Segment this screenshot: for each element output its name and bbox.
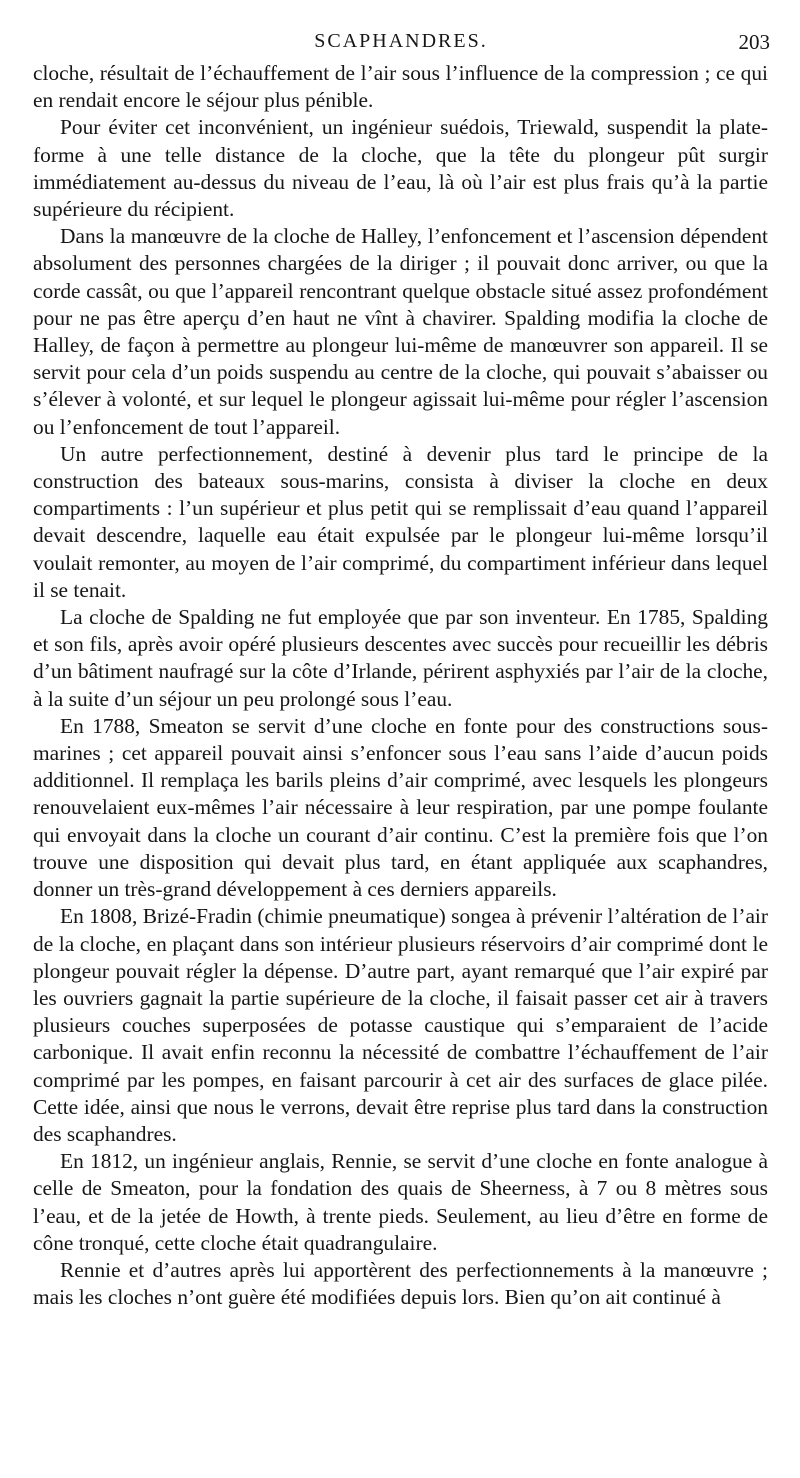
paragraph: Rennie et d’autres après lui apportèrent des perfectionnements à la manœuvre ; mais les cloches n’ont guère été modifiées depuis lors. Bien qu’on ait continué à bbox=[33, 1257, 768, 1310]
paragraph: En 1788, Smeaton se servit d’une cloche en fonte pour des constructions sous-marines ; cet appareil pouvait ainsi s’enfoncer sous l’eau sans l’aide d’aucun poids additionnel. Il remplaça les barils pleins d’air comprimé, avec lesquels les plongeurs renouvelaient eux-mêmes l’air nécessaire à leur respiration, par une pompe foulante qui envoyait dans la cloche un courant d’air continu. C’est la première fois que l’on trouve une disposition qui devait plus tard, en étant appliquée aux scaphandres, donner un très-grand développement à ces derniers appareils. bbox=[33, 713, 768, 902]
body-text bbox=[33, 60, 768, 1311]
paragraph: En 1808, Brizé-Fradin (chimie pneumatique) songea à prévenir l’altération de l’air de la cloche, en plaçant dans son intérieur plusieurs réservoirs d’air comprimé dont le plongeur pouvait régler la dépense. D’autre part, ayant remarqué que l’air expiré par les ouvriers gagnait la partie supérieure de la cloche, il faisait passer cet air à travers plusieurs couches superposées de potasse caustique qui s’emparaient de l’acide carbonique. Il avait enfin reconnu la nécessité de combattre l’échauffement de l’air comprimé par les pompes, en faisant parcourir à cet air des surfaces de glace pilée. Cette idée, ainsi que nous le verrons, devait être reprise plus tard dans la construction des scaphandres. bbox=[33, 904, 768, 1146]
paragraph: En 1812, un ingénieur anglais, Rennie, se servit d’une cloche en fonte analogue à celle de Smeaton, pour la fondation des quais de Sheerness, à 7 ou 8 mètres sous l’eau, et de la jetée de Howth, à trente pieds. Seulement, au lieu d’être en forme de cône tronqué, cette cloche était quadrangulaire. bbox=[33, 1149, 768, 1255]
page-header bbox=[32, 30, 770, 58]
paragraph: cloche, résultait de l’échauffement de l’air sous l’influence de la compression ; ce qui en rendait encore le séjour plus pénible. bbox=[33, 61, 768, 113]
paragraph: Dans la manœuvre de la cloche de Halley, l’enfoncement et l’ascension dépendent absolument des personnes chargées de la diriger ; il pouvait donc arriver, ou que la corde cassât, ou que l’appareil rencontrant quelque obstacle situé assez profondément pour ne pas être aperçu d’en haut ne vînt à chavirer. Spalding modifia la cloche de Halley, de façon à permettre au plongeur lui-même de manœuvrer son appareil. Il se servit pour cela d’un poids suspendu au centre de la cloche, qui pouvait s’abaisser ou s’élever à volonté, et sur lequel le plongeur agissait lui-même pour régler l’ascension ou l’enfoncement de tout l’appareil. bbox=[33, 224, 768, 439]
paragraph: Un autre perfectionnement, destiné à devenir plus tard le principe de la construction des bateaux sous-marins, consista à diviser la cloche en deux compartiments : l’un supérieur et plus petit qui se remplissait d’eau quand l’appareil devait descendre, laquelle eau était expulsée par le plongeur lui-même lorsqu’il voulait remonter, au moyen de l’air comprimé, du compartiment inférieur dans lequel il se tenait. bbox=[33, 441, 768, 602]
paragraph: Pour éviter cet inconvénient, un ingénieur suédois, Triewald, suspendit la plate-forme à une telle distance de la cloche, que la tête du plongeur pût surgir immédiatement au-dessus du niveau de l’eau, là où l’air est plus frais qu’à la partie supérieure du récipient. bbox=[33, 115, 768, 222]
page-number: 203 bbox=[738, 30, 770, 54]
running-title: SCAPHANDRES. bbox=[314, 30, 488, 52]
paragraph: La cloche de Spalding ne fut employée que par son inventeur. En 1785, Spalding et son fils, après avoir opéré plusieurs descentes avec succès pour recueillir les débris d’un bâtiment naufragé sur la côte d’Irlande, périrent asphyxiés par l’air de la cloche, à la suite d’un séjour un peu prolongé sous l’eau. bbox=[33, 605, 768, 711]
